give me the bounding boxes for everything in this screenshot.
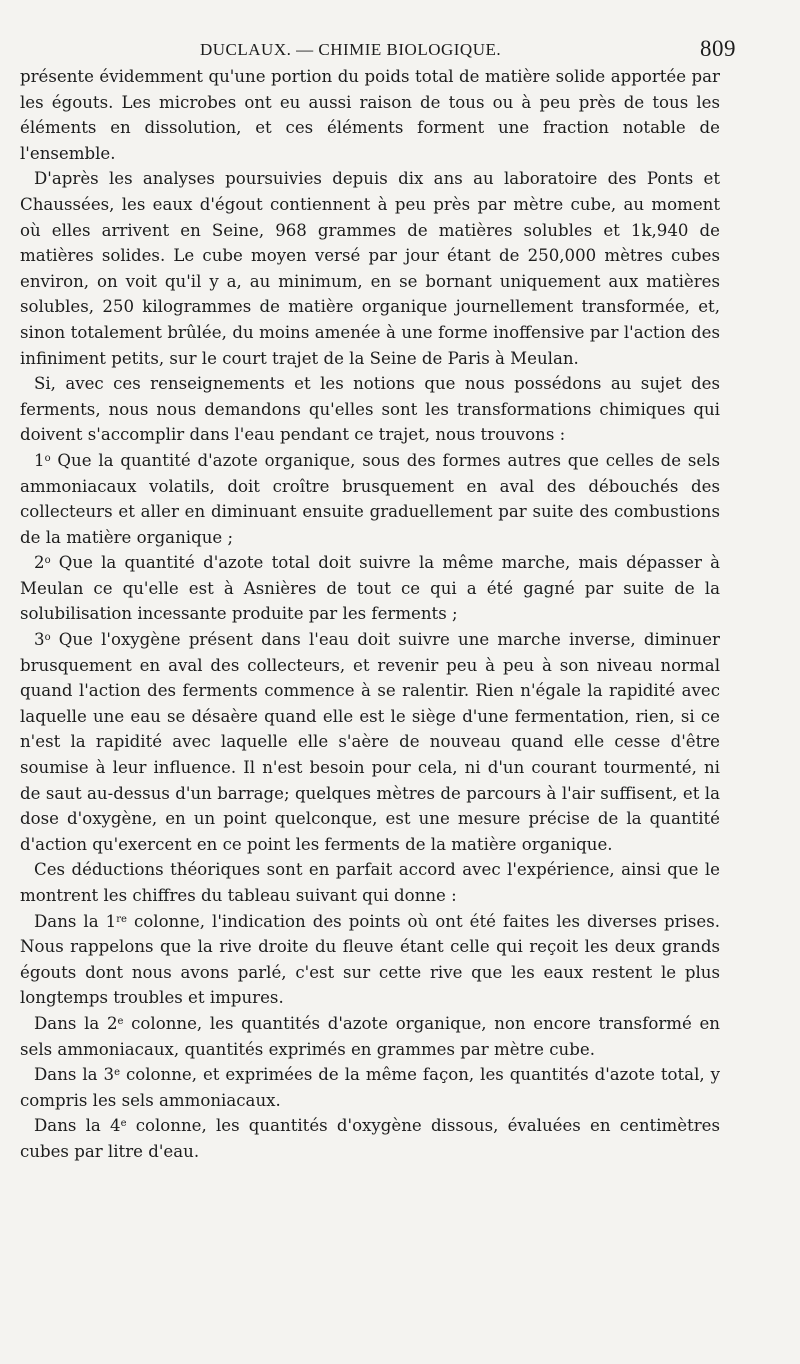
- list-item-2: [20, 550, 720, 627]
- item-marker: 3: [34, 630, 45, 650]
- paragraph-4: [20, 857, 720, 908]
- running-header: [20, 36, 736, 64]
- page: [20, 36, 736, 1165]
- paragraph-text: colonne, les quantités d'azote organique, non encore transformé en sels ammoniacaux, quantités exprimés en grammes par mètre cube.: [20, 1013, 720, 1059]
- item-marker: Dans la 2: [34, 1013, 118, 1033]
- paragraph-text: Que l'oxygène présent dans l'eau doit suivre une marche inverse, diminuer brusquement en aval des collecteurs, et revenir peu à peu à son niveau normal quand l'action des ferments commence à se ralentir. Rien n'égale la rapidité avec laquelle une eau se désaère quand elle est le siège d'une fermentation, rien, si ce n'est la rapidité avec laquelle elle s'aère de nouveau quand elle cesse d'être soumise à leur influence. Il n'est besoin pour cela, ni d'un courant tourmenté, ni de saut au-dessus d'un barrage; quelques mètres de parcours à l'air suffisent, et la dose d'oxygène, en un point quelconque, est une mesure précise de la quantité d'action qu'exercent en ce point les ferments de la matière organique.: [20, 630, 720, 854]
- item-marker: 2: [34, 553, 45, 573]
- paragraph-3: [20, 371, 720, 448]
- paragraph-text: colonne, les quantités d'oxygène dissous, évaluées en centimètres cubes par litre d'eau.: [20, 1116, 720, 1161]
- paragraph-text: Si, avec ces renseignements et les notions que nous possédons au sujet des ferments, nous nous demandons qu'elles sont les transformations chimiques qui doivent s'accomplir dans l'eau pendant ce trajet, nous trouvons :: [20, 374, 720, 445]
- running-title: DUCLAUX. — CHIMIE BIOLOGIQUE.: [200, 40, 502, 59]
- paragraph-text: colonne, l'indication des points où ont été faites les diverses prises. Nous rappelons que la rive droite du fleuve étant celle qui reçoit les deux grands égouts dont nous avons parlé, c'est sur cette rive que les eaux restent le plus longtemps troubles et impures.: [20, 911, 720, 1008]
- paragraph-text: Que la quantité d'azote organique, sous des formes autres que celles de sels ammoniacaux volatils, doit croître brusquement en aval des débouchés des collecteurs et aller en diminuant ensuite graduellement par suite des combustions de la matière organique ;: [20, 450, 720, 547]
- body-text: [20, 64, 720, 1165]
- paragraph-text: présente évidemment qu'une portion du poids total de matière solide apportée par les égouts. Les microbes ont eu aussi raison de tous ou à peu près de tous les éléments en dissolution, et ces éléments forment une fraction notable de l'ensemble.: [20, 67, 720, 163]
- paragraph-1: [20, 64, 720, 166]
- column-description-2: [20, 1011, 720, 1062]
- page-number: 809: [700, 36, 736, 61]
- paragraph-text: Ces déductions théoriques sont en parfait accord avec l'expérience, ainsi que le montrent les chiffres du tableau suivant qui donne :: [20, 860, 720, 905]
- item-marker-sup: o: [44, 555, 51, 567]
- item-marker: Dans la 4: [34, 1116, 121, 1136]
- paragraph-2: [20, 166, 720, 371]
- list-item-3: [20, 627, 720, 857]
- item-marker-sup: e: [120, 1118, 127, 1130]
- item-marker: 1: [34, 450, 45, 470]
- paragraph-text: colonne, et exprimées de la même façon, les quantités d'azote total, y compris les sels ammoniacaux.: [20, 1065, 720, 1110]
- column-description-4: [20, 1113, 720, 1164]
- item-marker-sup: o: [44, 452, 51, 464]
- paragraph-text: Que la quantité d'azote total doit suivre la même marche, mais dépasser à Meulan ce qu'elle est à Asnières de tout ce qui a été gagné par suite de la solubilisation incessante produite par les ferments ;: [20, 553, 720, 624]
- item-marker-sup: o: [44, 632, 51, 644]
- item-marker-sup: re: [116, 913, 127, 925]
- item-marker-sup: e: [114, 1067, 120, 1079]
- item-marker: Dans la 3: [34, 1065, 115, 1085]
- item-marker-sup: e: [117, 1015, 124, 1027]
- paragraph-text: D'après les analyses poursuivies depuis dix ans au laboratoire des Ponts et Chaussées, les eaux d'égout contiennent à peu près par mètre cube, au moment où elles arrivent en Seine, 968 grammes de matières solubles et 1k,940 de matières solides. Le cube moyen versé par jour étant de 250,000 mètres cubes environ, on voit qu'il y a, au minimum, en se bornant uniquement aux matières solubles, 250 kilogrammes de matière organique journellement transformée, et, sinon totalement brûlée, du moins amenée à une forme inoffensive par l'action des infiniment petits, sur le court trajet de la Seine de Paris à Meulan.: [20, 169, 720, 368]
- list-item-1: [20, 448, 720, 550]
- item-marker: Dans la 1: [34, 911, 117, 931]
- column-description-1: [20, 909, 720, 1011]
- column-description-3: [20, 1062, 720, 1113]
